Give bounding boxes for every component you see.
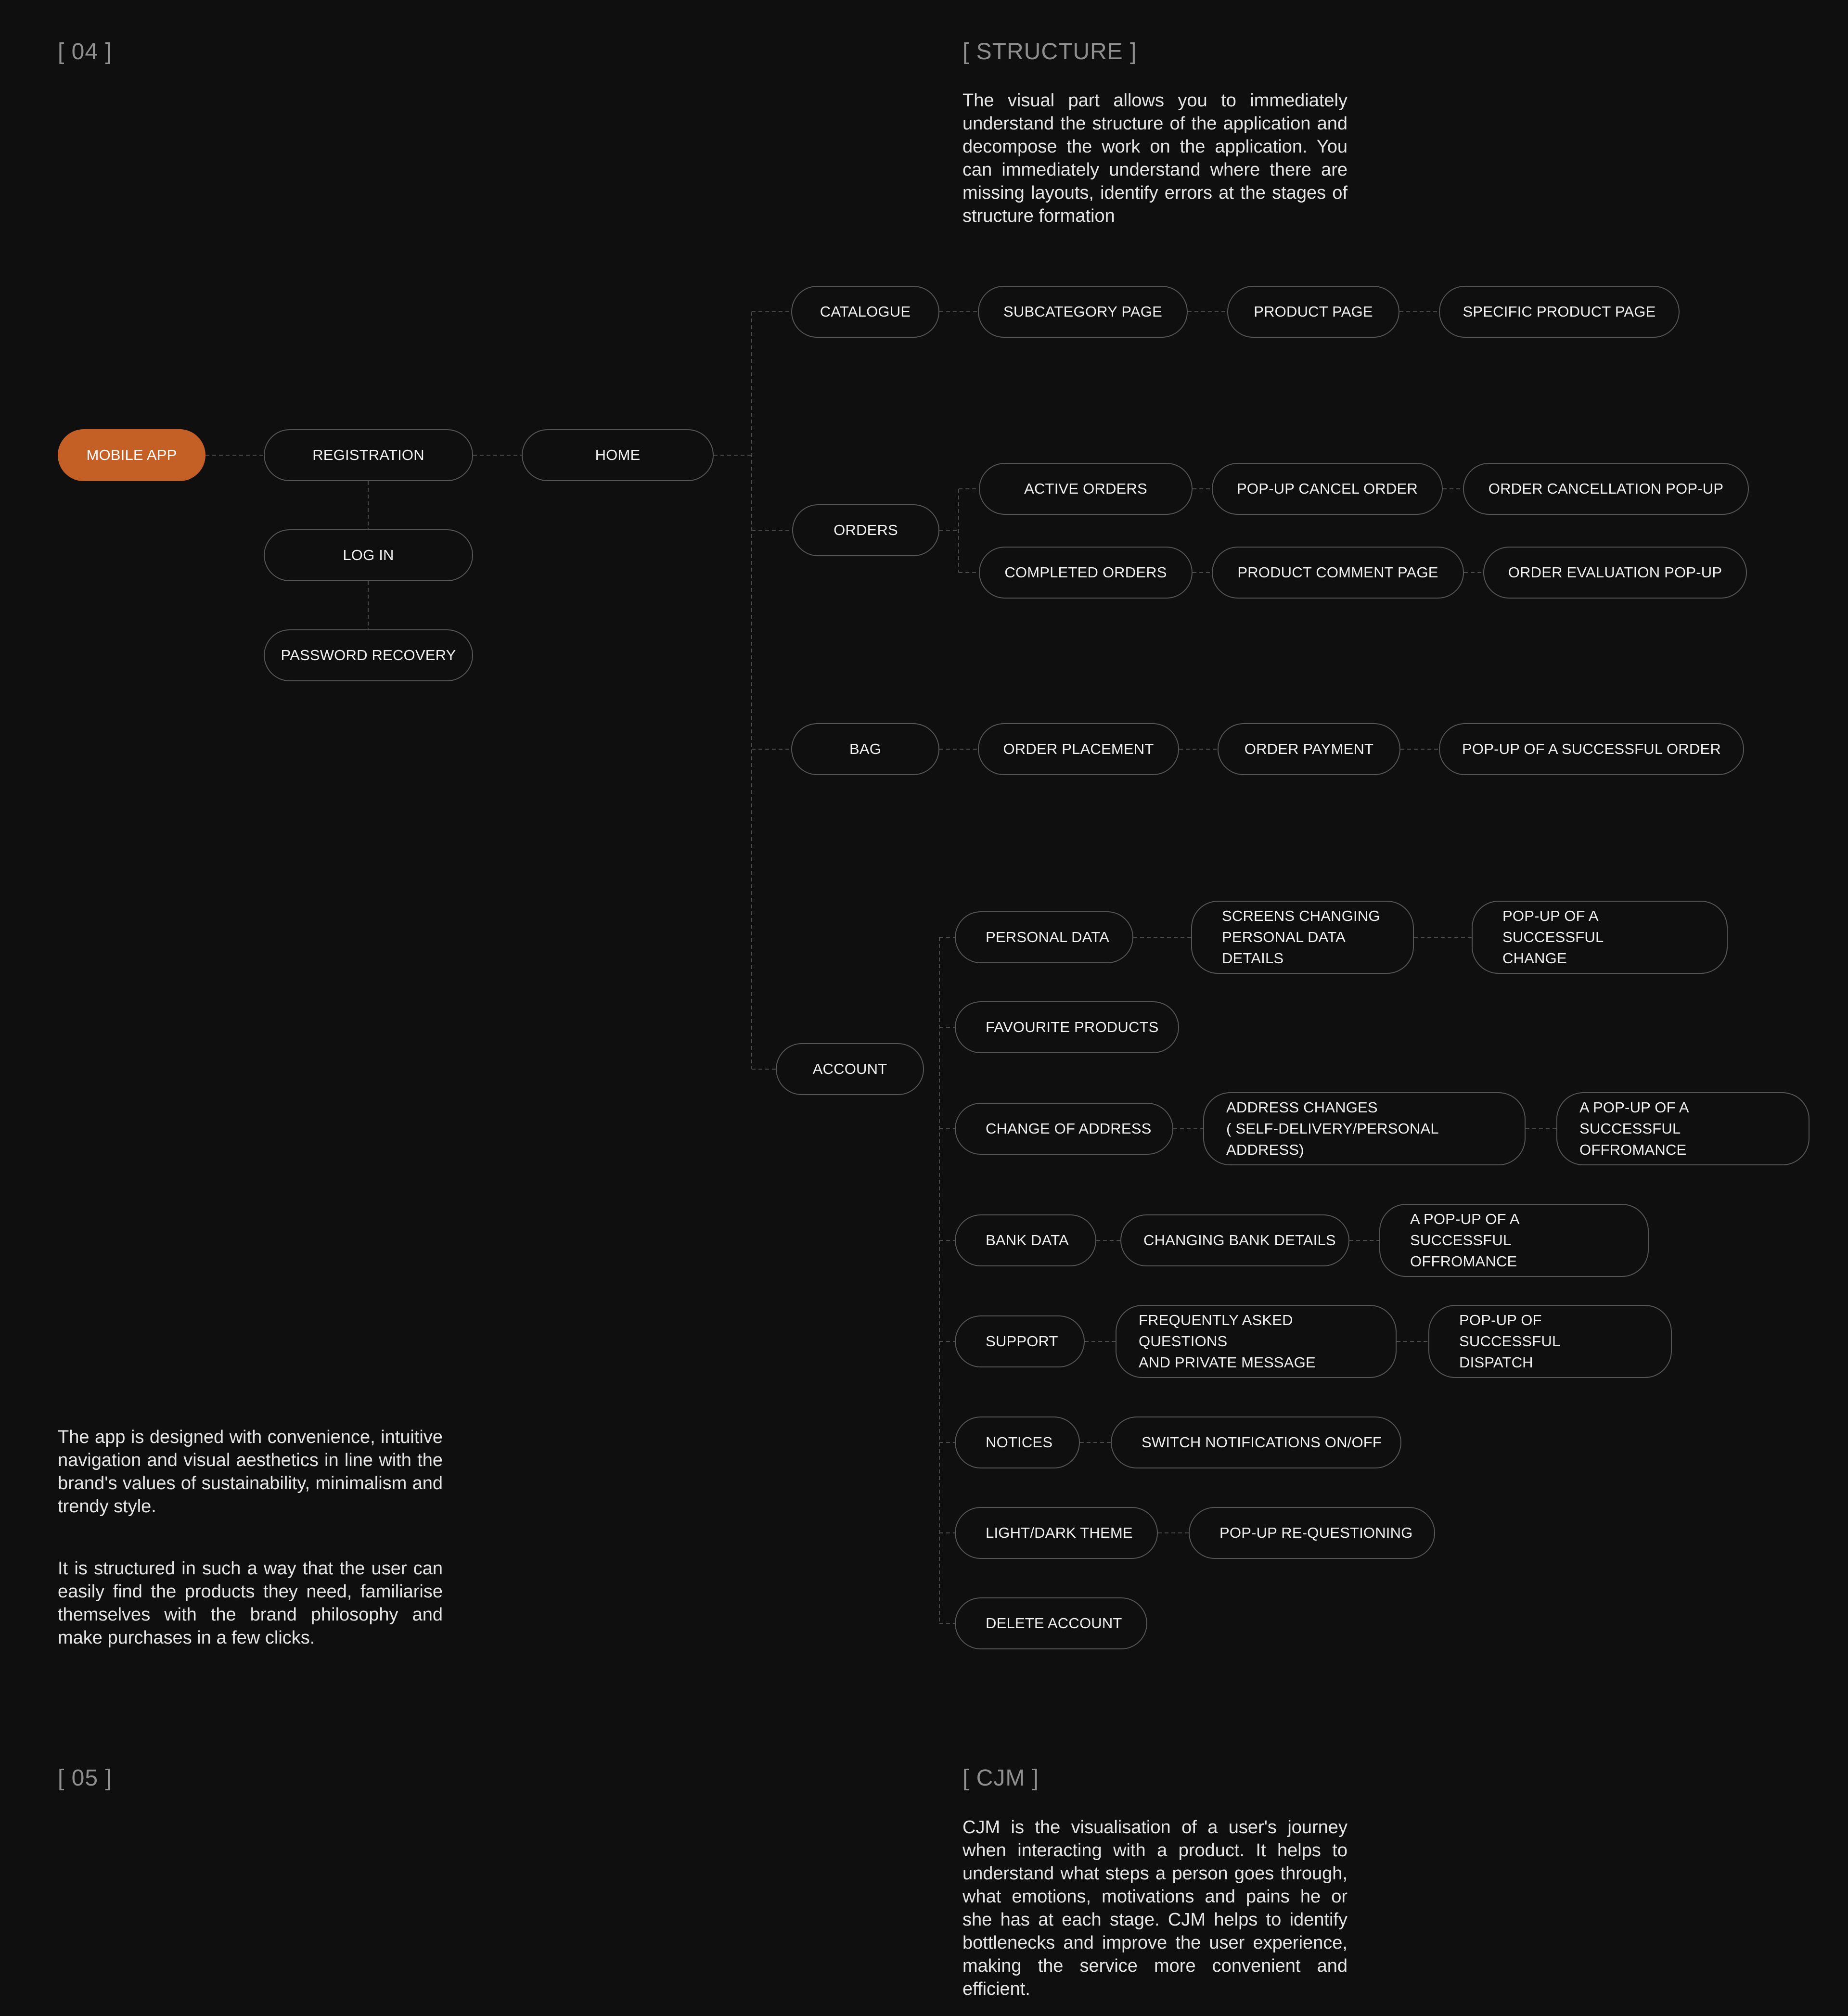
node-delete-account[interactable]: DELETE ACCOUNT: [955, 1597, 1147, 1649]
node-address-popup-line2: OFFROMANCE: [1579, 1141, 1687, 1158]
node-change-of-address[interactable]: CHANGE OF ADDRESS: [955, 1103, 1173, 1155]
node-address-changes-line2: ( SELF-DELIVERY/PERSONAL ADDRESS): [1226, 1120, 1438, 1158]
node-home[interactable]: HOME: [522, 429, 714, 481]
node-favourite-products[interactable]: FAVOURITE PRODUCTS: [955, 1001, 1179, 1053]
node-address-popup[interactable]: [1556, 1092, 1810, 1165]
node-support[interactable]: SUPPORT: [955, 1315, 1085, 1367]
node-faq[interactable]: [1116, 1305, 1397, 1378]
node-account[interactable]: ACCOUNT: [776, 1043, 924, 1095]
node-catalogue[interactable]: CATALOGUE: [791, 286, 939, 338]
node-screens-changing-line1: SCREENS CHANGING: [1222, 907, 1380, 924]
node-popup-successful-change-line2: CHANGE: [1502, 950, 1567, 967]
node-registration[interactable]: REGISTRATION: [264, 429, 473, 481]
node-faq-line2: AND PRIVATE MESSAGE: [1139, 1354, 1316, 1371]
node-password-recovery[interactable]: PASSWORD RECOVERY: [264, 629, 473, 681]
node-popup-successful-order[interactable]: POP-UP OF A SUCCESSFUL ORDER: [1439, 723, 1744, 775]
cjm-description: CJM is the visualisation of a user's journey when interacting with a product. It helps to understand what steps a person goes through, what emotions, motivations and pains he or she has at each stage. CJM helps to identify bottlenecks and improve the user experience, making the service more convenient and efficient.: [962, 1817, 1348, 1999]
node-order-placement[interactable]: ORDER PLACEMENT: [978, 723, 1179, 775]
section-05-title: [ CJM ]: [962, 1765, 1039, 1791]
node-log-in[interactable]: LOG IN: [264, 529, 473, 581]
node-completed-orders[interactable]: COMPLETED ORDERS: [979, 547, 1193, 599]
node-light-dark-theme[interactable]: LIGHT/DARK THEME: [955, 1507, 1158, 1559]
node-dispatch-popup-line2: DISPATCH: [1459, 1354, 1533, 1371]
node-screens-changing-line2: PERSONAL DATA DETAILS: [1222, 929, 1345, 967]
node-orders[interactable]: ORDERS: [792, 504, 939, 556]
node-bank-popup-line2: OFFROMANCE: [1410, 1253, 1517, 1270]
node-bank-popup-line1: A POP-UP OF A SUCCESSFUL: [1410, 1211, 1519, 1249]
section-05-number: [ 05 ]: [58, 1765, 112, 1791]
node-product-page[interactable]: PRODUCT PAGE: [1227, 286, 1399, 338]
node-address-changes[interactable]: [1203, 1092, 1526, 1165]
node-order-cancellation-popup[interactable]: ORDER CANCELLATION POP-UP: [1463, 463, 1749, 515]
section-04-number: [ 04 ]: [58, 39, 112, 64]
node-address-changes-line1: ADDRESS CHANGES: [1226, 1099, 1378, 1116]
app-structure-paragraph: It is structured in such a way that the user can easily find the products they need, familiarise themselves with the brand philosophy and make purchases in a few clicks.: [58, 1558, 443, 1648]
node-address-popup-line1: A POP-UP OF A SUCCESSFUL: [1579, 1099, 1689, 1137]
node-specific-product-page[interactable]: SPECIFIC PRODUCT PAGE: [1439, 286, 1680, 338]
node-dispatch-popup[interactable]: [1428, 1305, 1672, 1378]
node-popup-successful-change[interactable]: [1472, 901, 1728, 974]
node-switch-notifications[interactable]: SWITCH NOTIFICATIONS ON/OFF: [1111, 1416, 1401, 1468]
app-design-paragraph: The app is designed with convenience, intuitive navigation and visual aesthetics in line with the brand's values of sustainability, minimalism and trendy style.: [58, 1427, 443, 1517]
node-product-comment-page[interactable]: PRODUCT COMMENT PAGE: [1212, 547, 1464, 599]
node-popup-successful-change-line1: POP-UP OF A SUCCESSFUL: [1502, 907, 1604, 945]
node-popup-cancel-order[interactable]: POP-UP CANCEL ORDER: [1212, 463, 1443, 515]
node-faq-line1: FREQUENTLY ASKED QUESTIONS: [1139, 1312, 1293, 1350]
node-bag[interactable]: BAG: [791, 723, 939, 775]
structure-description: The visual part allows you to immediately understand the structure of the application and decompose the work on the application. You can immediately understand where there are missing layouts, identify errors at the stages of structure formation: [962, 90, 1348, 226]
node-popup-requestioning[interactable]: POP-UP RE-QUESTIONING: [1189, 1507, 1435, 1559]
node-order-evaluation-popup[interactable]: ORDER EVALUATION POP-UP: [1483, 547, 1747, 599]
node-personal-data[interactable]: PERSONAL DATA: [955, 911, 1133, 963]
node-bank-popup[interactable]: [1379, 1204, 1649, 1277]
node-mobile-app[interactable]: MOBILE APP: [58, 429, 205, 481]
node-screens-changing[interactable]: [1191, 901, 1414, 974]
node-active-orders[interactable]: ACTIVE ORDERS: [979, 463, 1193, 515]
node-bank-data[interactable]: BANK DATA: [955, 1214, 1096, 1266]
node-dispatch-popup-line1: POP-UP OF SUCCESSFUL: [1459, 1312, 1561, 1350]
section-04-title: [ STRUCTURE ]: [962, 39, 1137, 64]
node-changing-bank-details[interactable]: CHANGING BANK DETAILS: [1120, 1214, 1349, 1266]
node-subcategory-page[interactable]: SUBCATEGORY PAGE: [978, 286, 1188, 338]
node-notices[interactable]: NOTICES: [955, 1416, 1080, 1468]
node-order-payment[interactable]: ORDER PAYMENT: [1218, 723, 1400, 775]
